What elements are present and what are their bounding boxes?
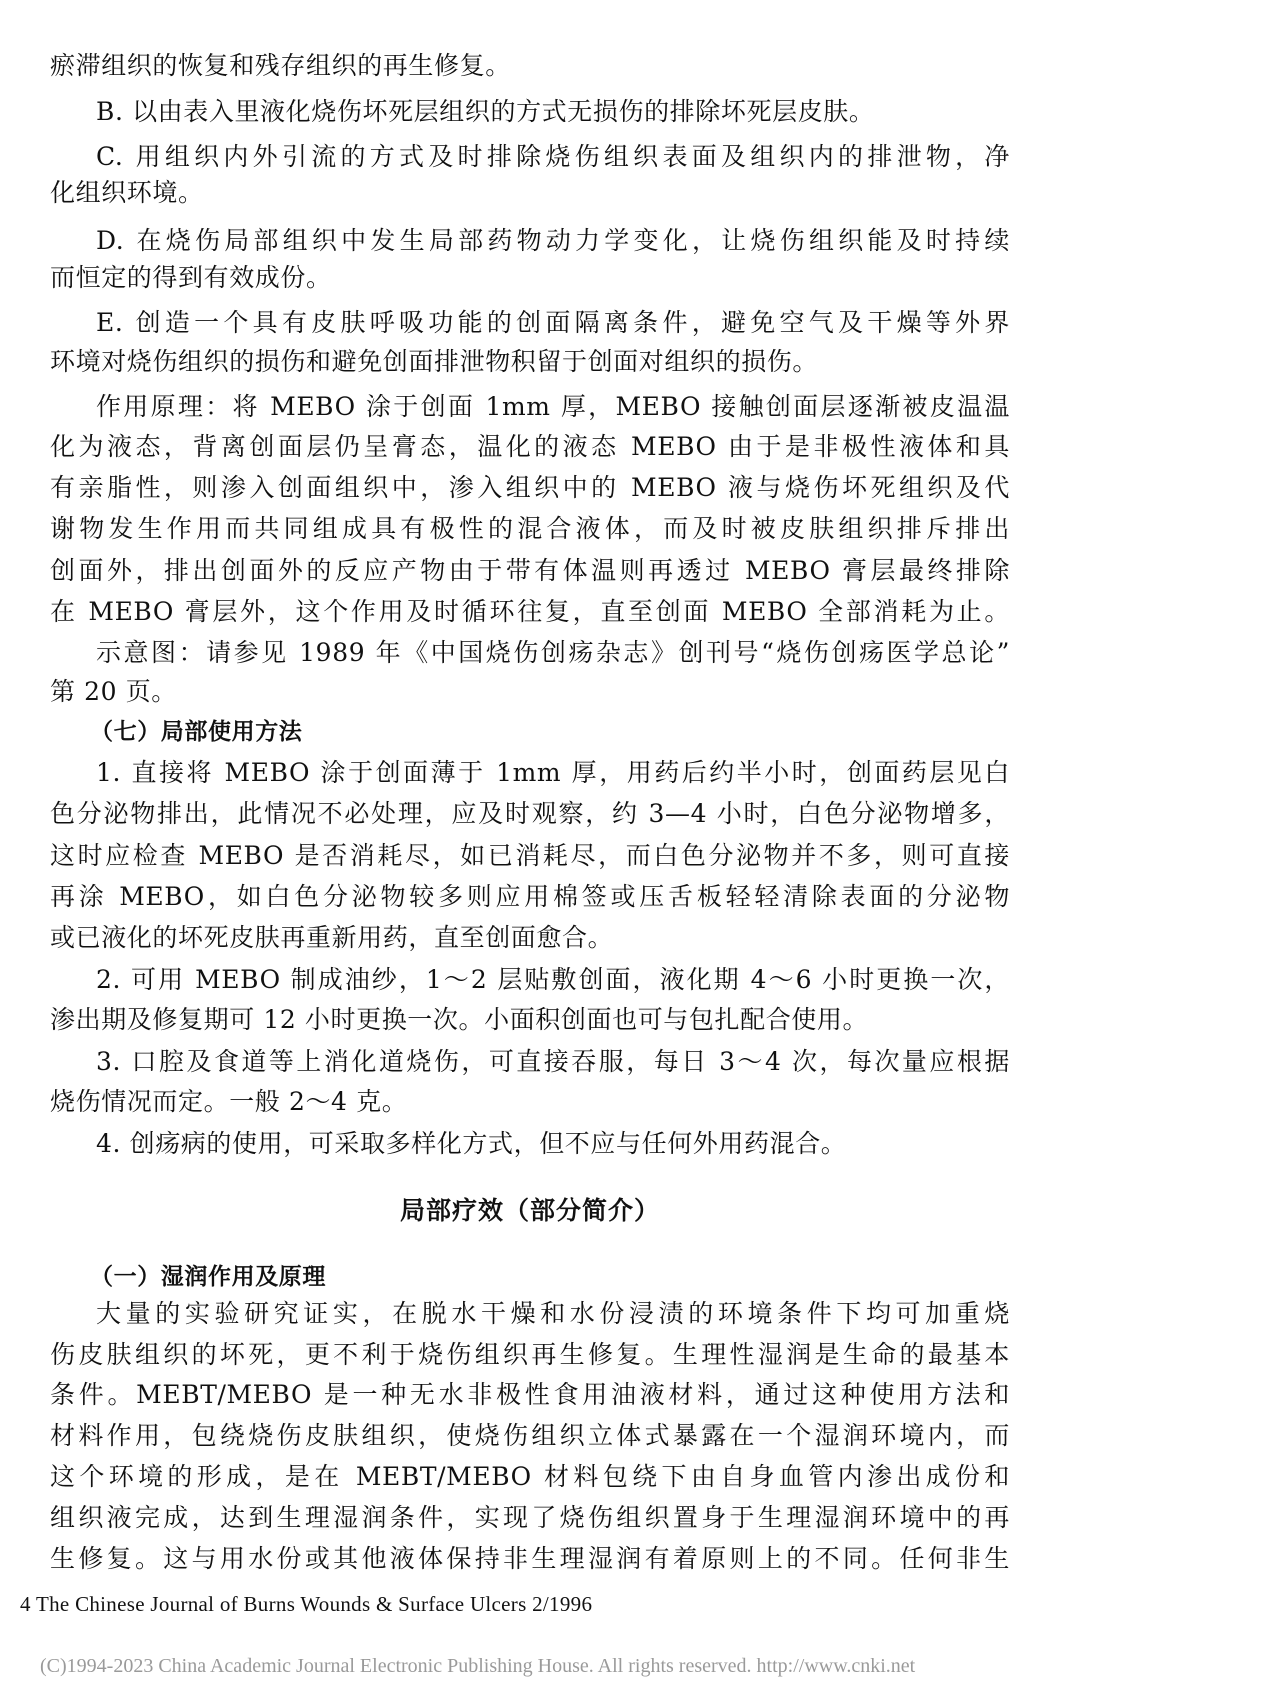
- text-line: 示意图：请参见 1989 年《中国烧伤创疡杂志》创刊号“烧伤创疡医学总论”: [96, 638, 1010, 667]
- text-line: D. 在烧伤局部组织中发生局部药物动力学变化，让烧伤组织能及时持续: [96, 226, 1010, 255]
- text-line: 2. 可用 MEBO 制成油纱，1～2 层贴敷创面，液化期 4～6 小时更换一次，: [96, 965, 1010, 994]
- text-line: 作用原理：将 MEBO 涂于创面 1mm 厚，MEBO 接触创面层逐渐被皮温温: [96, 392, 1010, 421]
- text-line: 化为液态，背离创面层仍呈膏态，温化的液态 MEBO 由于是非极性液体和具: [50, 432, 1010, 461]
- text-line: 组织液完成，达到生理湿润条件，实现了烧伤组织置身于生理湿润环境中的再: [50, 1503, 1010, 1532]
- text-line: 条件。MEBT/MEBO 是一种无水非极性食用油液材料，通过这种使用方法和: [50, 1380, 1010, 1409]
- section-title: 局部疗效（部分简介）: [399, 1196, 660, 1225]
- text-line: 而恒定的得到有效成份。: [50, 263, 332, 292]
- text-line: 环境对烧伤组织的损伤和避免创面排泄物积留于创面对组织的损伤。: [50, 347, 819, 376]
- text-line: 创面外，排出创面外的反应产物由于带有体温则再透过 MEBO 膏层最终排除: [50, 556, 1010, 585]
- text-line: 这个环境的形成，是在 MEBT/MEBO 材料包绕下由自身血管内渗出成份和: [50, 1462, 1010, 1491]
- text-line: B. 以由表入里液化烧伤坏死层组织的方式无损伤的排除坏死层皮肤。: [96, 97, 875, 126]
- text-line: 伤皮肤组织的坏死，更不利于烧伤组织再生修复。生理性湿润是生命的最基本: [50, 1340, 1010, 1369]
- subsection-heading: （一）湿润作用及原理: [90, 1264, 326, 1290]
- text-line: 再涂 MEBO，如白色分泌物较多则应用棉签或压舌板轻轻清除表面的分泌物: [50, 882, 1010, 911]
- text-line: 生修复。这与用水份或其他液体保持非生理湿润有着原则上的不同。任何非生: [50, 1544, 1010, 1573]
- text-line: C. 用组织内外引流的方式及时排除烧伤组织表面及组织内的排泄物，净: [96, 142, 1010, 171]
- text-line: 谢物发生作用而共同组成具有极性的混合液体，而及时被皮肤组织排斥排出: [50, 514, 1010, 543]
- text-line: 第 20 页。: [50, 677, 177, 706]
- text-line: 烧伤情况而定。一般 2～4 克。: [50, 1087, 408, 1116]
- text-line: 化组织环境。: [50, 178, 204, 207]
- subsection-heading: （七）局部使用方法: [90, 719, 303, 745]
- copyright-notice: (C)1994-2023 China Academic Journal Electronic Publishing House. All rights reserved. http://www.cnki.net: [40, 1655, 916, 1677]
- text-line: 4. 创疡病的使用，可采取多样化方式，但不应与任何外用药混合。: [96, 1129, 847, 1158]
- text-line: 1. 直接将 MEBO 涂于创面薄于 1mm 厚，用药后约半小时，创面药层见白: [96, 758, 1010, 787]
- text-line: 3. 口腔及食道等上消化道烧伤，可直接吞服，每日 3～4 次，每次量应根据: [96, 1047, 1010, 1076]
- text-line: 材料作用，包绕烧伤皮肤组织，使烧伤组织立体式暴露在一个湿润环境内，而: [50, 1421, 1010, 1450]
- text-line: 在 MEBO 膏层外，这个作用及时循环往复，直至创面 MEBO 全部消耗为止。: [50, 597, 1010, 626]
- text-line: 瘀滞组织的恢复和残存组织的再生修复。: [50, 51, 511, 80]
- text-line: 有亲脂性，则渗入创面组织中，渗入组织中的 MEBO 液与烧伤坏死组织及代: [50, 473, 1010, 502]
- page-footer: 4 The Chinese Journal of Burns Wounds & Surface Ulcers 2/1996: [20, 1592, 593, 1616]
- text-line: 大量的实验研究证实，在脱水干燥和水份浸渍的环境条件下均可加重烧: [96, 1299, 1010, 1328]
- text-line: 渗出期及修复期可 12 小时更换一次。小面积创面也可与包扎配合使用。: [50, 1005, 869, 1034]
- text-line: 色分泌物排出，此情况不必处理，应及时观察，约 3—4 小时，白色分泌物增多，: [50, 799, 1010, 828]
- text-line: 这时应检查 MEBO 是否消耗尽，如已消耗尽，而白色分泌物并不多，则可直接: [50, 841, 1010, 870]
- text-line: E. 创造一个具有皮肤呼吸功能的创面隔离条件，避免空气及干燥等外界: [96, 308, 1010, 337]
- text-line: 或已液化的坏死皮肤再重新用药，直至创面愈合。: [50, 923, 614, 952]
